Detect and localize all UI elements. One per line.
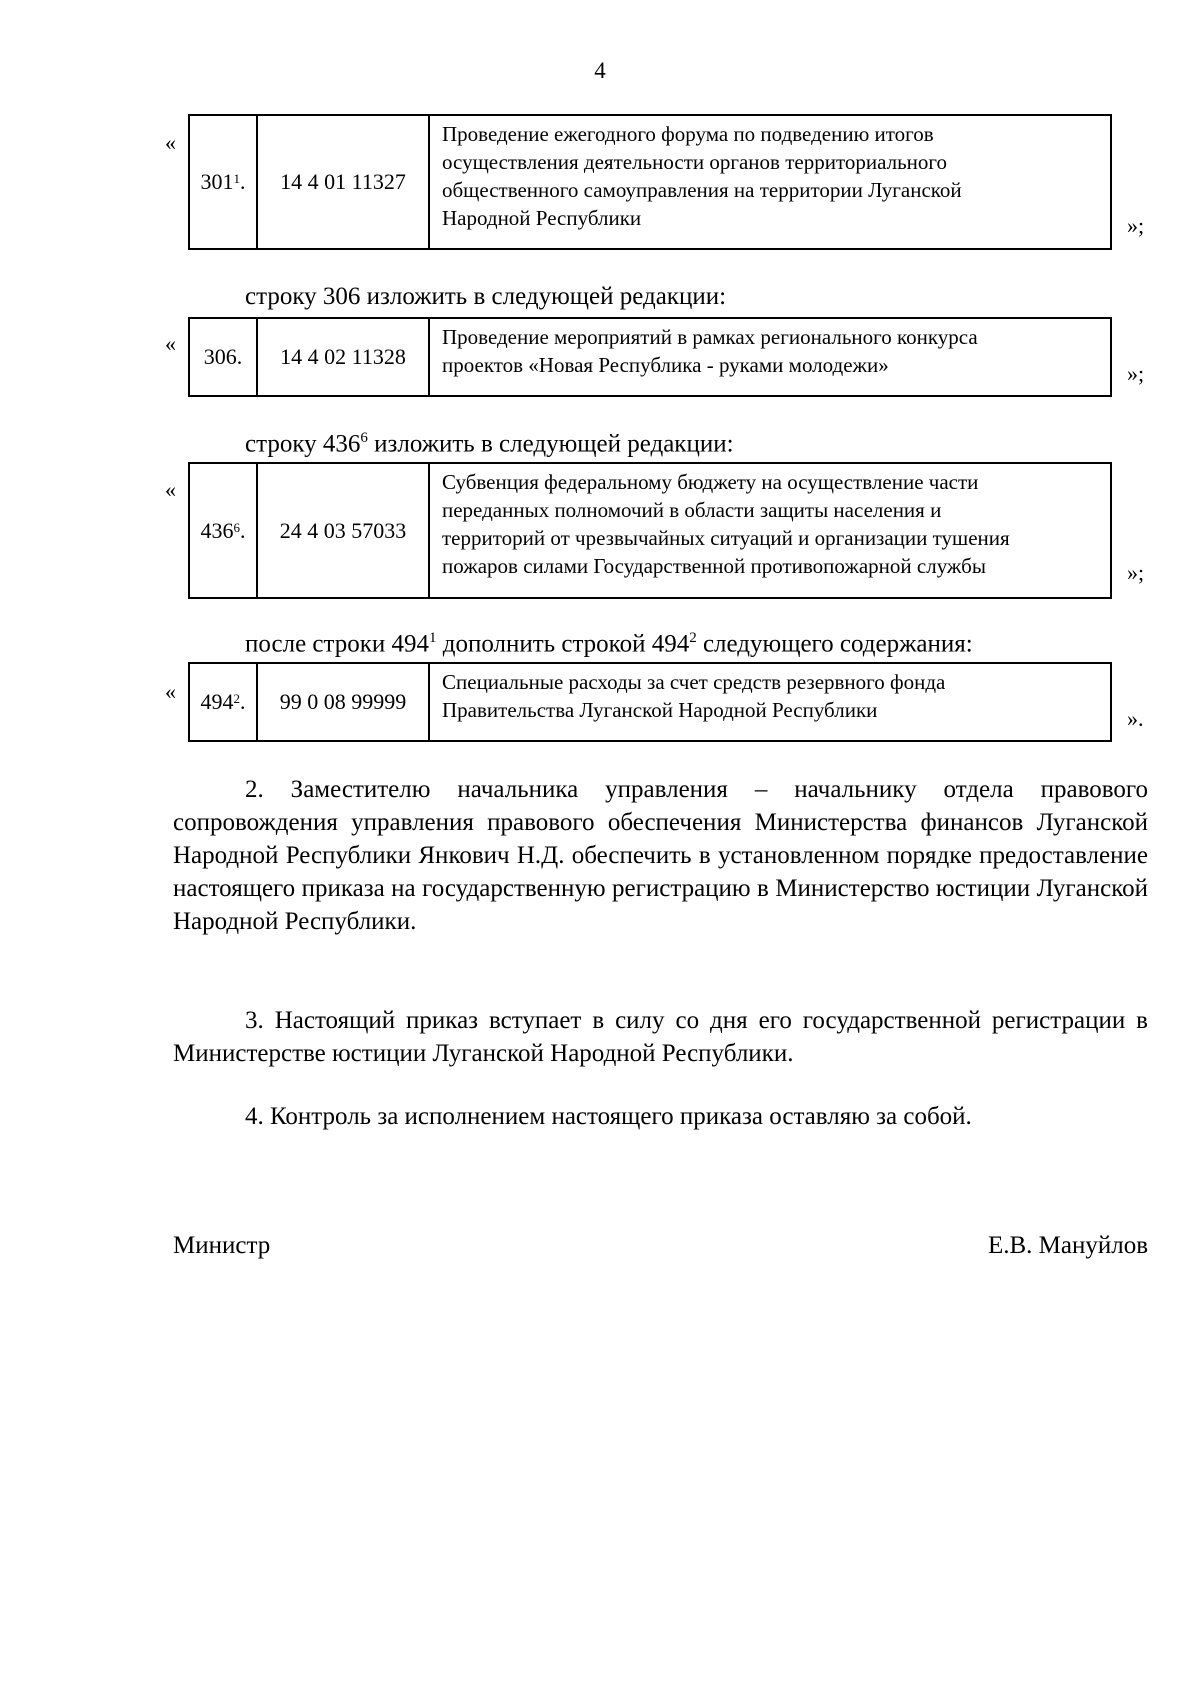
row-number: 494 $^2$ . bbox=[190, 664, 258, 740]
row-description: Проведение ежегодного форума по подведению итогов осуществления деятельности органов территориального общественного самоуправления на территории Луганской Народной Республики bbox=[442, 122, 962, 230]
page-number: 4 bbox=[594, 58, 606, 83]
open-quote: « bbox=[165, 477, 176, 502]
paragraph-3: 3. Настоящий приказ вступает в силу со дня его государственной регистрации в Министерстве юстиции Луганской Народной Республики. bbox=[173, 1007, 1148, 1067]
row-number: 306. bbox=[190, 319, 258, 395]
table-row bbox=[188, 662, 1112, 742]
close-quote: »; bbox=[1127, 560, 1145, 585]
signature-name: Е.В. Мануйлов bbox=[987, 1232, 1148, 1259]
row-code: 14 4 01 11327 bbox=[258, 116, 430, 248]
row-code: 24 4 03 57033 bbox=[258, 464, 430, 597]
row-description: Специальные расходы за счет средств резервного фонда Правительства Луганской Народной Республики bbox=[442, 670, 946, 722]
amendment-intro: строку $436^6$ изложить в следующей редакции: bbox=[245, 430, 734, 458]
table-row bbox=[188, 317, 1112, 397]
row-description: Субвенция федеральному бюджету на осуществление части переданных полномочий в области защиты населения и территорий от чрезвычайных ситуаций и организации тушения пожаров силами Государственной противопожарной службы bbox=[442, 470, 1010, 578]
row-number: 436 $^6$ . bbox=[190, 464, 258, 597]
paragraph-4: 4. Контроль за исполнением настоящего приказа оставляю за собой. bbox=[245, 1103, 972, 1130]
row-number: 301 $^1$ . bbox=[190, 116, 258, 248]
open-quote: « bbox=[165, 130, 176, 155]
signature-title: Министр bbox=[173, 1232, 271, 1259]
close-quote: »; bbox=[1127, 361, 1145, 386]
amendment-intro: строку 306 изложить в следующей редакции: bbox=[245, 283, 727, 310]
close-quote: ». bbox=[1127, 706, 1144, 731]
row-code: 14 4 02 11328 bbox=[258, 319, 430, 395]
open-quote: « bbox=[165, 331, 176, 356]
paragraph-2: 2. Заместителю начальника управления – начальнику отдела правового сопровождения управления правового обеспечения Министерства финансов Луганской Народной Республики Янкович Н.Д. обеспечить в установленном порядке предоставление настоящего приказа на государственную регистрацию в Министерство юстиции Луганской Народной Республики. bbox=[173, 776, 1148, 935]
close-quote: »; bbox=[1127, 213, 1145, 238]
amendment-intro: после строки $494^1$ дополнить строкой $494^2$ следующего содержания: bbox=[245, 630, 973, 658]
open-quote: « bbox=[165, 679, 176, 704]
row-code: 99 0 08 99999 bbox=[258, 664, 430, 740]
table-row bbox=[188, 462, 1112, 599]
row-description: Проведение мероприятий в рамках регионального конкурса проектов «Новая Республика - руками молодежи» bbox=[442, 325, 978, 377]
table-row bbox=[188, 114, 1112, 250]
